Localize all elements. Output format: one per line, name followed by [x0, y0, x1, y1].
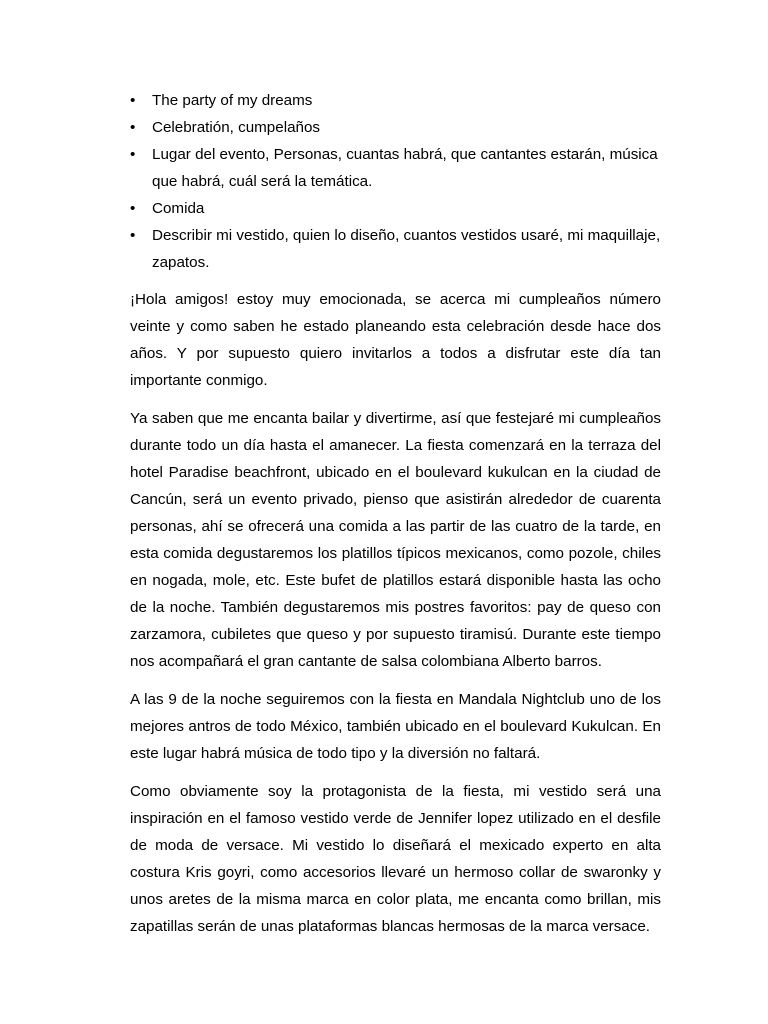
list-item — [130, 114, 661, 141]
paragraph-nightclub: A las 9 de la noche seguiremos con la fiesta en Mandala Nightclub uno de los mejores antros de todo México, también ubicado en el boulevard Kukulcan. En este lugar habrá música de todo tipo y la diversión no faltará. — [130, 691, 661, 762]
outline-list — [130, 87, 661, 276]
bullet-icon: • — [130, 119, 136, 136]
list-item-text: Describir mi vestido, quien lo diseño, cuantos vestidos usaré, mi maquillaje, zapatos. — [152, 227, 661, 271]
paragraph-dress: Como obviamente soy la protagonista de la fiesta, mi vestido será una inspiración en el famoso vestido verde de Jennifer lopez utilizado en el desfile de moda de versace. Mi vestido lo diseñará el mexicado experto en alta costura Kris goyri, como accesorios llevaré un hermoso collar de swaronky y unos aretes de la misma marca en color plata, me encanta como brillan, mis zapatillas serán de unas plataformas blancas hermosas de la marca versace. — [130, 783, 661, 935]
list-item-text: Celebratión, cumpelaños — [152, 119, 321, 136]
paragraph-venue: Ya saben que me encanta bailar y divertirme, así que festejaré mi cumpleaños durante todo un día hasta el amanecer. La fiesta comenzará en la terraza del hotel Paradise beachfront, ubicado en el boulevard kukulcan en la ciudad de Cancún, será un evento privado, pienso que asistirán alrededor de cuarenta personas, ahí se ofrecerá una comida a las partir de las cuatro de la tarde, en esta comida degustaremos los platillos típicos mexicanos, como pozole, chiles en nogada, mole, etc. Este bufet de platillos estará disponible hasta las ocho de la noche. También degustaremos mis postres favoritos: pay de queso con zarzamora, cubiletes que queso y por supuesto tiramisú. Durante este tiempo nos acompañará el gran cantante de salsa colombiana Alberto barros. — [130, 410, 661, 670]
list-item-text: Lugar del evento, Personas, cuantas habrá, que cantantes estarán, música que habrá, cuál será la temática. — [152, 146, 658, 190]
list-item-text: Comida — [152, 200, 205, 217]
bullet-icon: • — [130, 92, 136, 109]
document-page — [130, 87, 661, 940]
bullet-icon: • — [130, 227, 136, 244]
paragraph-greeting: ¡Hola amigos! estoy muy emocionada, se acerca mi cumpleaños número veinte y como saben he estado planeando esta celebración desde hace dos años. Y por supuesto quiero invitarlos a todos a disfrutar este día tan importante conmigo. — [130, 291, 661, 389]
list-item — [130, 87, 661, 114]
list-item — [130, 222, 661, 276]
bullet-icon: • — [130, 200, 136, 217]
bullet-icon: • — [130, 146, 136, 163]
list-item — [130, 195, 661, 222]
list-item — [130, 141, 661, 195]
list-item-text: The party of my dreams — [152, 92, 313, 109]
